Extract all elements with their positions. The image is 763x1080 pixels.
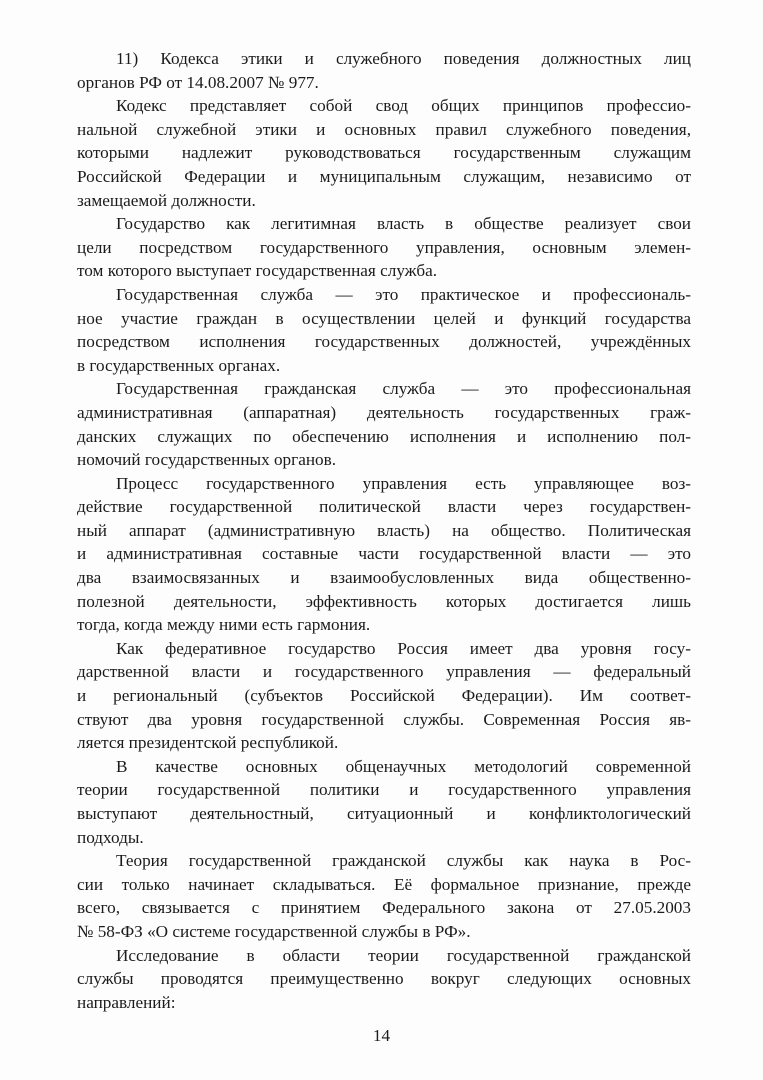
text-line: ляется президентской республикой. (77, 733, 339, 753)
text-line: ствуют два уровня государственной службы. Современная Россия яв- (77, 709, 691, 729)
text-line: действие государственной политической власти через государствен- (77, 497, 691, 517)
paragraph (77, 283, 691, 377)
text-line: Кодекс представляет собой свод общих принципов профессио- (116, 96, 691, 116)
text-line: которыми надлежит руководствоваться государственным служащим (77, 143, 691, 163)
paragraph (77, 755, 691, 849)
text-line: № 58-ФЗ «О системе государственной службы в РФ». (77, 921, 471, 941)
text-line: Процесс государственного управления есть управляющее воз- (116, 473, 691, 493)
paragraph (77, 637, 691, 755)
text-line: цели посредством государственного управления, основным элемен- (77, 237, 691, 257)
text-line: тогда, когда между ними есть гармония. (77, 615, 371, 635)
text-line: направлений: (77, 992, 176, 1012)
paragraph (77, 472, 691, 637)
text-line: Государство как легитимная власть в обществе реализует свои (116, 214, 691, 234)
text-line: и административная составные части государственной власти — это (77, 544, 691, 564)
text-line: полезной деятельности, эффективность которых достигается лишь (77, 591, 691, 611)
page-number: 14 (372, 1026, 391, 1045)
text-line: подходы. (77, 827, 144, 847)
text-line: том которого выступает государственная служба. (77, 261, 438, 281)
text-line: посредством исполнения государственных должностей, учреждённых (77, 332, 691, 352)
text-block (77, 47, 691, 1014)
paragraph (77, 47, 691, 94)
text-line: Как федеративное государство Россия имеет два уровня госу- (116, 638, 691, 658)
text-line: В качестве основных общенаучных методологий современной (116, 756, 691, 776)
paragraph (77, 849, 691, 943)
text-line: 11) Кодекса этики и служебного поведения должностных лиц (116, 49, 691, 68)
text-line: ное участие граждан в осуществлении целей и функций государства (77, 308, 691, 328)
paragraph (77, 944, 691, 1015)
text-line: ный аппарат (административную власть) на общество. Политическая (77, 520, 691, 540)
text-line: Государственная служба — это практическое и профессиональ- (116, 284, 691, 304)
text-line: Российской Федерации и муниципальным служащим, независимо от (77, 166, 691, 186)
text-line: дарственной власти и государственного управления — федеральный (77, 662, 691, 682)
paragraph (77, 94, 691, 212)
text-line: в государственных органах. (77, 355, 281, 375)
text-line: административная (аппаратная) деятельность государственных граж- (77, 402, 691, 422)
text-line: выступают деятельностный, ситуационный и конфликтологический (77, 804, 691, 823)
text-line: номочий государственных органов. (77, 450, 337, 470)
text-line: данских служащих по обеспечению исполнения и исполнению пол- (77, 426, 691, 446)
text-line: нальной служебной этики и основных правил служебного поведения, (77, 119, 691, 139)
text-line: службы проводятся преимущественно вокруг следующих основных (77, 969, 691, 989)
text-line: замещаемой должности. (77, 190, 256, 210)
text-line: Исследование в области теории государственной гражданской (116, 945, 691, 965)
paragraph (77, 212, 691, 283)
text-line: два взаимосвязанных и взаимообусловленных вида общественно- (77, 568, 691, 588)
text-line: органов РФ от 14.08.2007 № 977. (77, 72, 319, 92)
text-line: всего, связывается с принятием Федерального закона от 27.05.2003 (77, 898, 691, 918)
text-line: сии только начинает складываться. Её формальное признание, прежде (77, 874, 691, 894)
paragraph (77, 377, 691, 471)
text-line: теории государственной политики и государственного управления (77, 780, 691, 800)
text-line: и региональный (субъектов Российской Федерации). Им соответ- (77, 686, 691, 706)
text-line: Теория государственной гражданской службы как наука в Рос- (116, 851, 691, 871)
text-line: Государственная гражданская служба — это профессиональная (116, 379, 691, 399)
